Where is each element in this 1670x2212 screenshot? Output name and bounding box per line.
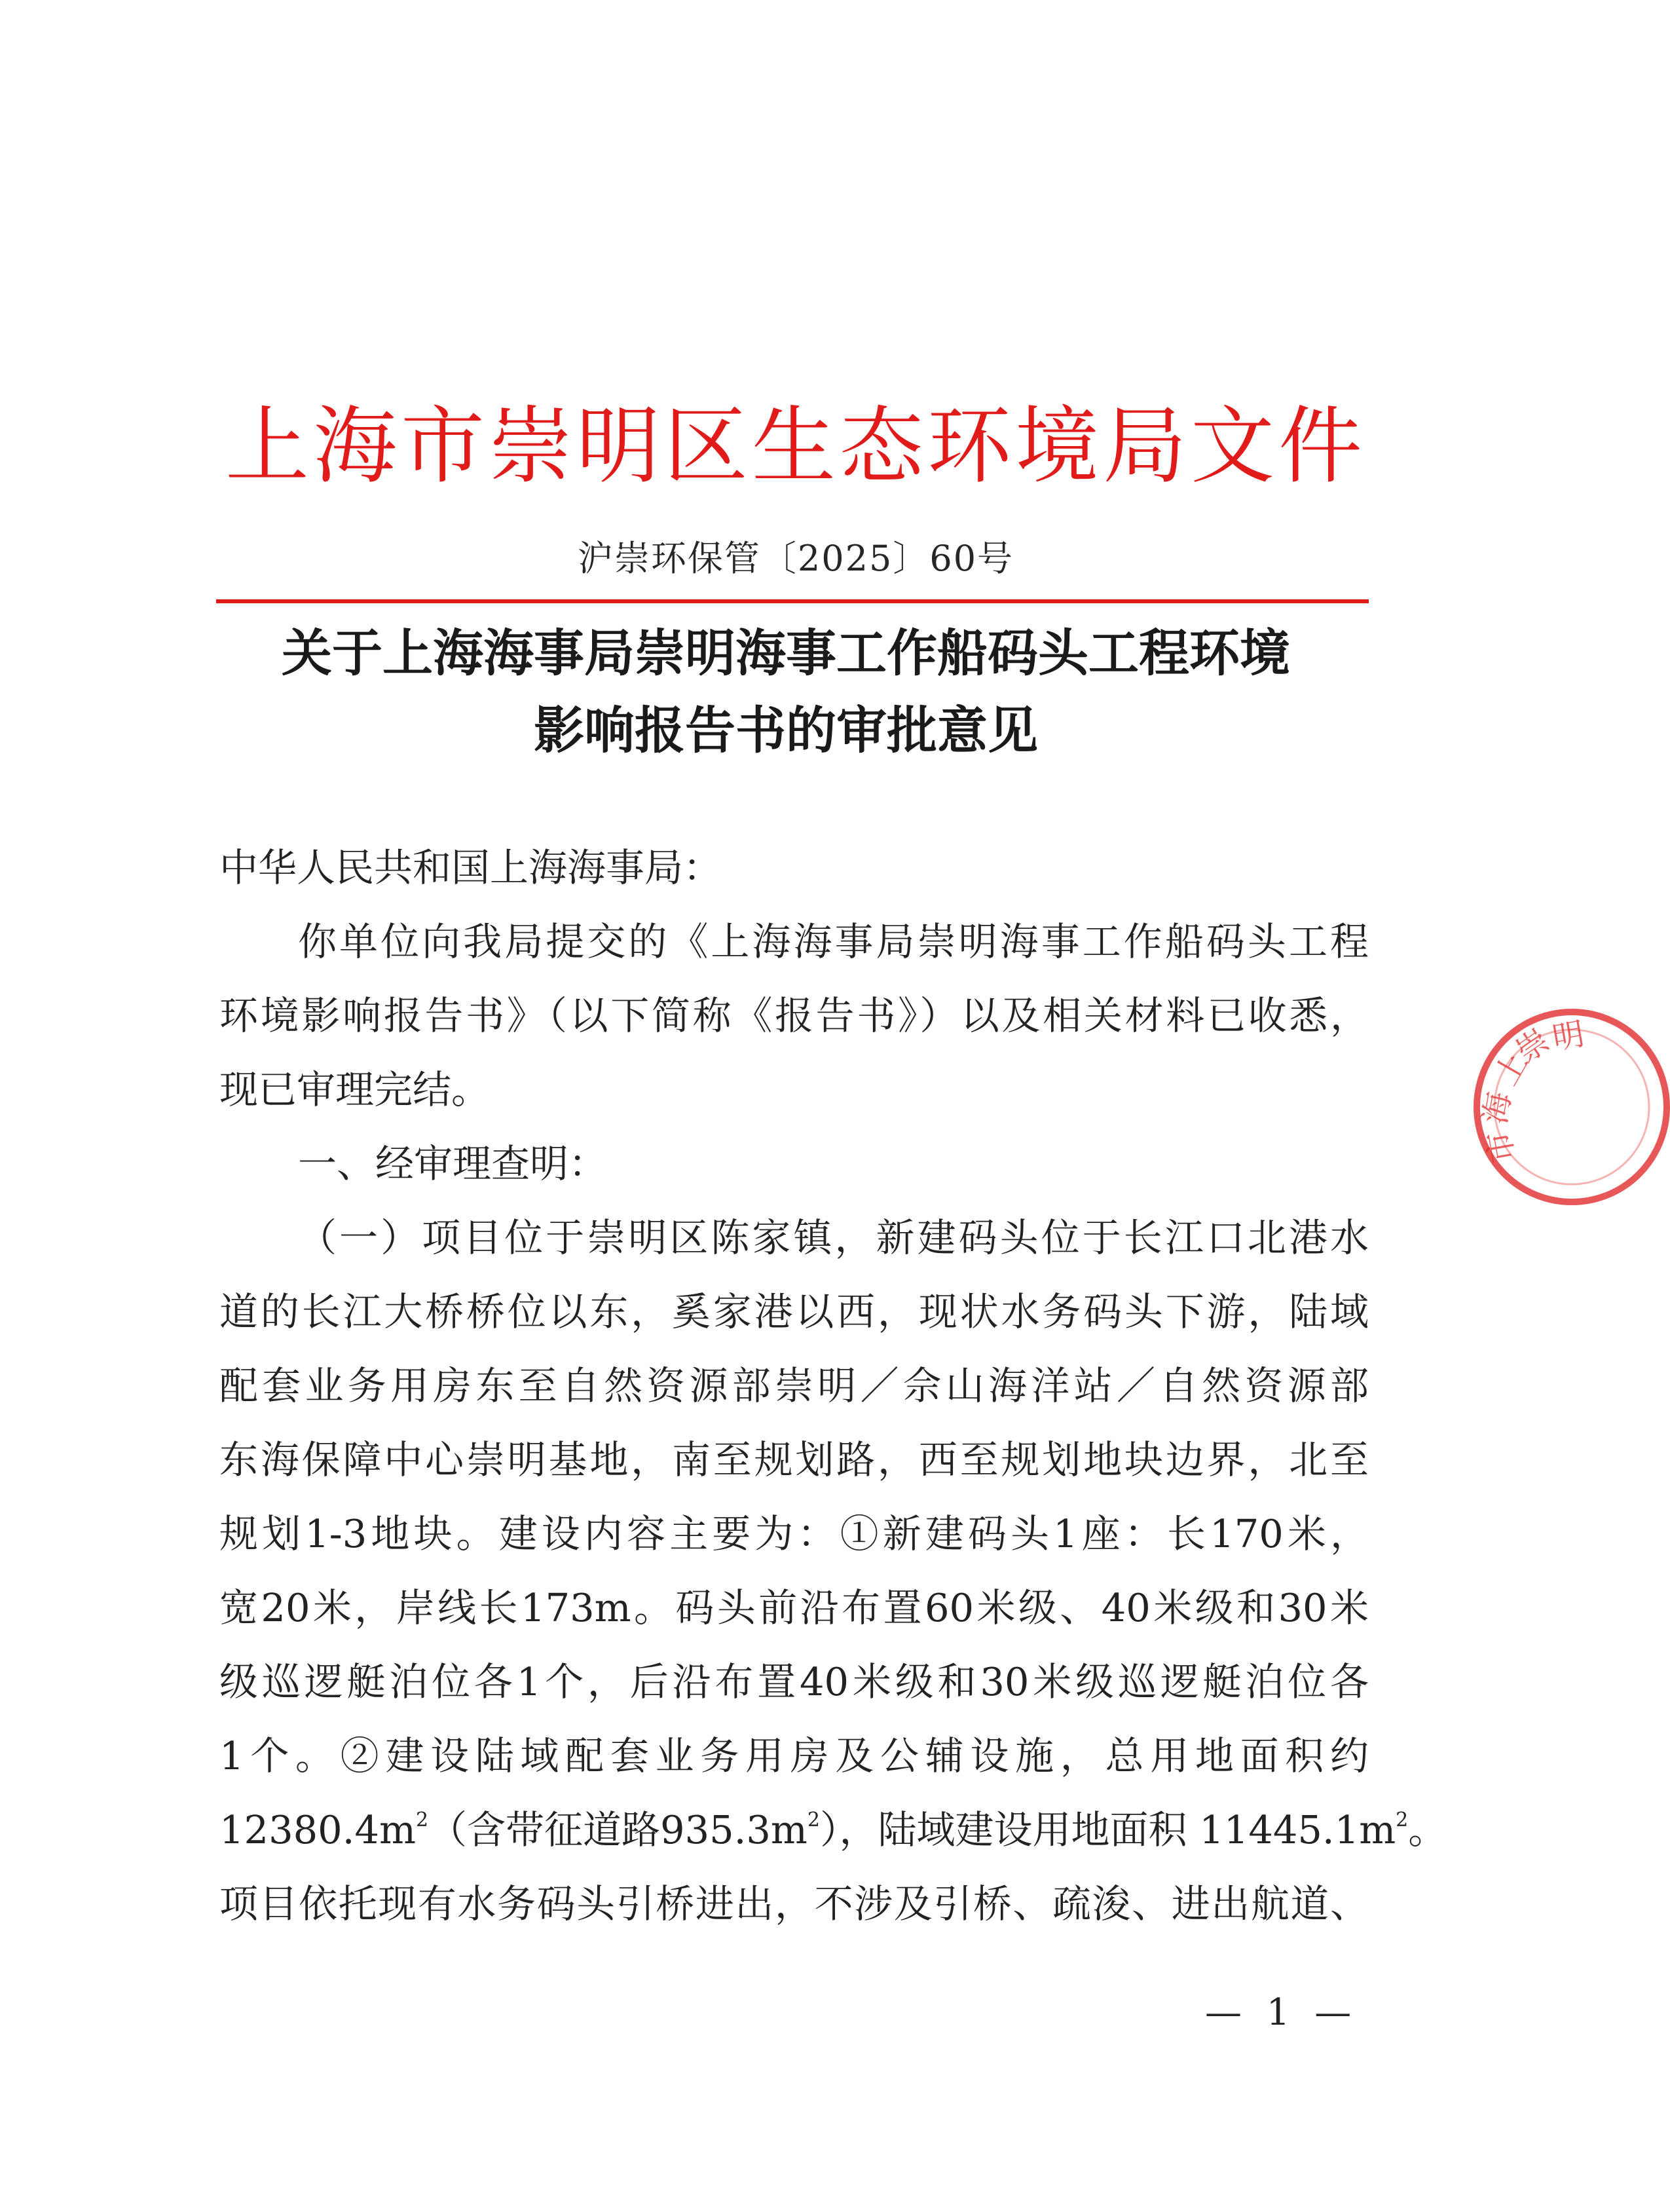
paragraph-2-line-1: （一）项目位于崇明区陈家镇，新建码头位于长江口北港水 bbox=[298, 1215, 1369, 1260]
area-line-end: 。 bbox=[1408, 1807, 1447, 1852]
area-total-value: 12380.4m bbox=[219, 1807, 416, 1852]
document-title bbox=[203, 616, 1369, 770]
paragraph-1-line-2: 环境影响报告书》（以下简称《报告书》）以及相关材料已收悉， bbox=[219, 993, 1369, 1038]
page-number: — 1 — bbox=[1205, 1991, 1358, 2034]
paragraph-1-line-1: 你单位向我局提交的《上海海事局崇明海事工作船码头工程 bbox=[298, 919, 1369, 964]
agency-letterhead-title: 上海市崇明区生态环境局文件 bbox=[225, 398, 1366, 495]
svg-text:上: 上 bbox=[1487, 1045, 1536, 1091]
svg-text:崇: 崇 bbox=[1509, 1022, 1557, 1070]
area-superscript-3: 2 bbox=[1396, 1809, 1409, 1831]
area-superscript-1: 2 bbox=[415, 1809, 429, 1831]
svg-text:明: 明 bbox=[1549, 1015, 1587, 1057]
area-road-text: （含带征道路935.3m bbox=[428, 1807, 807, 1852]
svg-text:市: 市 bbox=[1480, 1128, 1522, 1166]
area-superscript-2: 2 bbox=[807, 1809, 820, 1831]
paragraph-2-line-3: 配套业务用房东至自然资源部崇明／佘山海洋站／自然资源部 bbox=[219, 1363, 1369, 1408]
paragraph-2-line-9 bbox=[219, 1793, 1447, 1867]
document-title-line-1: 关于上海海事局崇明海事工作船码头工程环境 bbox=[282, 625, 1290, 683]
document-body bbox=[219, 831, 1447, 1941]
svg-text:海: 海 bbox=[1476, 1089, 1519, 1127]
area-land-text: ），陆域建设用地面积 11445.1m bbox=[819, 1807, 1396, 1852]
red-divider-line bbox=[216, 599, 1369, 603]
addressee: 中华人民共和国上海海事局： bbox=[219, 845, 722, 890]
paragraph-2-line-2: 道的长江大桥桥位以东，奚家港以西，现状水务码头下游，陆域 bbox=[219, 1289, 1369, 1334]
paragraph-2-line-4: 东海保障中心崇明基地，南至规划路，西至规划地块边界，北至 bbox=[219, 1437, 1369, 1482]
document-number: 沪崇环保管〔2025〕60号 bbox=[577, 538, 1014, 579]
paragraph-2-line-7: 级巡逻艇泊位各1个，后沿布置40米级和30米级巡逻艇泊位各 bbox=[219, 1659, 1369, 1704]
paragraph-2-line-10: 项目依托现有水务码头引桥进出，不涉及引桥、疏浚、进出航道、 bbox=[219, 1881, 1369, 1926]
paragraph-2-line-5: 规划1-3地块。建设内容主要为：①新建码头1座：长170米， bbox=[219, 1511, 1369, 1556]
official-seal-stamp bbox=[1474, 1009, 1670, 1205]
paragraph-1-line-3: 现已审理完结。 bbox=[219, 1067, 491, 1112]
section-1-heading: 一、经审理查明： bbox=[298, 1141, 608, 1186]
document-title-line-2: 影响报告书的审批意见 bbox=[534, 702, 1038, 760]
paragraph-2-line-8: 1个。②建设陆域配套业务用房及公辅设施，总用地面积约 bbox=[219, 1733, 1369, 1778]
paragraph-2-line-6: 宽20米，岸线长173m。码头前沿布置60米级、40米级和30米 bbox=[219, 1585, 1369, 1630]
seal-graphic bbox=[1474, 1009, 1670, 1205]
